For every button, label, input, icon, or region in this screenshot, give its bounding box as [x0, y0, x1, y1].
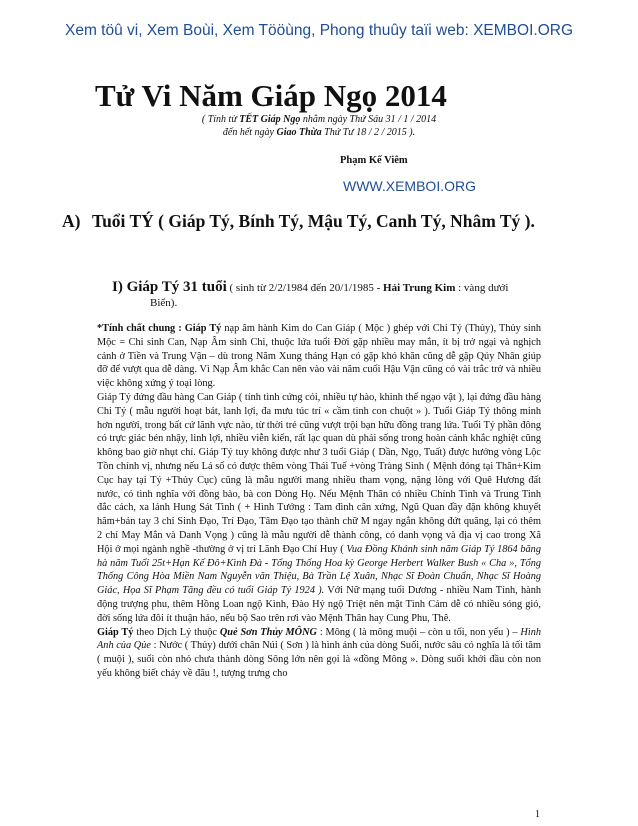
page-title: Tử Vi Năm Giáp Ngọ 2014 [95, 78, 447, 113]
section-1-detail-cont: Biển). [150, 297, 178, 309]
paragraph-general: *Tính chất chung : Giáp Tý nạp âm hành Kim do Can Giáp ( Mộc ) ghép với Chi Tý (Thủy), Thủy sinh Mộc = Chi sinh Can, Nạp Âm sinh Chi, thuộc lứa tuổi Đời gặp nhiều may mắn, ít bị trở ngại và nghịch cảnh ở Tiền và Trung Vận – dù trong Năm Xung tháng Hạn có gặp khó khăn cũng dễ gặp Qúy Nhân giúp đỡ để vượt qua dễ dàng. Vì Nạp Âm khắc Can nên vào vài năm cuối Hậu Vận cũng có vài trắc trở và nhiều việc không xứng ý toại lòng. [97, 323, 541, 390]
section-a-text: Tuổi TÝ ( Giáp Tý, Bính Tý, Mậu Tý, Canh Tý, Nhâm Tý ). [92, 211, 535, 231]
date-range-subtitle [0, 113, 638, 139]
website-link[interactable]: WWW.XEMBOI.ORG [343, 178, 476, 194]
article-body [97, 322, 541, 681]
site-banner[interactable]: Xem töû vi, Xem Boùi, Xem Tööùng, Phong thuûy taïi web: XEMBOI.ORG [64, 22, 573, 39]
paragraph-iching: Giáp Tý theo Dịch Lý thuộc Quẻ Sơn Thủy MÔNG : Mông ( là mông muội – còn u tối, non yếu ) – Hình Anh của Qủe : Nước ( Thủy) dưới chân Núi ( Sơn ) là hình ảnh của dòng Suối, nước sâu có nghĩa là tối tăm ( muội ), suối còn nhỏ chưa thành dòng Sông lớn nên gọi là «đồng Mông ». Dòng suối khởi đầu còn non yếu không biết chảy về đâu !, tượng trưng cho [97, 626, 542, 679]
section-1-heading [112, 280, 540, 311]
section-1-detail: ( sinh từ 2/2/1984 đến 20/1/1985 - Hải Trung Kim : vàng dưới [226, 282, 509, 294]
subtitle-line2: đến hết ngày Giao Thừa Thứ Tư 18 / 2 / 2015 ). [222, 127, 416, 138]
author-name: Phạm Kế Viêm [340, 155, 408, 166]
paragraph-character: Giáp Tý đứng đầu hàng Can Giáp ( tính tình cứng cỏi, nhiều tự hào, khinh thế ngạo vật ), lại đứng đầu hàng Chi Tý ( mẫu người hoạt bát, lanh lợi, đa mưu túc trí « cầm tinh con chuột » ). Tuổi Giáp Tý thông minh hơn người, trong bất cứ lãnh vực nào, từ thời trẻ cũng vượt trội bạn hữu đồng trang lứa. Tuổi Tý phần đông có trực giác bén nhậy, linh lợi, nhiều viễn kiến, rất lạc quan dù phải sống trong hoàn cảnh khắc nghiệt cũng không bao giờ nhụt chí. Giáp Tý tuy không được như 3 tuổi Giáp ( Dần, Ngọ, Tuất) được hưởng vòng Lộc Tồn chính vị, nhưng nếu Lá số có được thêm vòng Thái Tuế +vòng Tràng Sinh ( Mệnh đóng tại Thân+Kim Cục hay tại Tý +Thủy Cục) cũng là mẫu người mang nhiều tham vọng, nặng lòng với Quê Hương đất nước, có tình nghĩa với đồng bào, bà con Dòng Họ. Nếu Mệnh Thân có nhiều Chính Tinh và Trung Tinh đắc cách, xa lánh Hung Sát Tinh ( + Hình Tướng : Tam đình cân xứng, Ngũ Quan đầy đặn không khuyết hãm+bản tay 3 chỉ Sinh Đạo, Trí Đạo, Tâm Đạo tạo thành chữ M ngay ngắn không đứt quãng, lại có thêm 2 chỉ May Mắn và Danh Vọng ) cũng là mẫu người dễ thành công, có danh vọng và địa vị cao trong Xã Hội ở mọi ngành nghề -thường ở vị trí Lãnh Đạo Chỉ Huy ( Vua Đồng Khánh sinh năm Giáp Tý 1864 băng hà năm Tuổi 25t+Hạn Kế Đô+Kình Đà - Tổng Thống Hoa kỳ George Herbert Walker Bush « Cha », Tổng Thống Công Hòa Miền Nam Nguyễn văn Thiệu, Bà Trần Lệ Xuân, Nhạc Sĩ Đoàn Chuẩn, Nhạc Sĩ Hoàng Giác, Họa Sĩ Phạm Tăng đều có tuổi Giáp Tý 1924 ). Với Nữ mạng tuổi Dương - nhiều Nam Tính, hành động trượng phu, thêm Hồng Loan ngộ Kình, Đào Hỷ ngộ Triệt nên mặt Tình Cảm dễ có nhiều sóng gió, đời sống lứa đôi ít thuận hảo, nếu bộ Sao trên rơi vào Mệnh Thân hay Cung Phu, Thê. [97, 391, 541, 624]
section-a-heading [62, 210, 538, 233]
subtitle-line1: ( Tính từ TẾT Giáp Ngọ nhằm ngày Thứ Sáu 31 / 1 / 2014 [201, 114, 437, 125]
section-a-label: A) [62, 211, 81, 231]
page-number: 1 [535, 809, 540, 820]
section-1-title: I) Giáp Tý 31 tuổi [112, 279, 227, 295]
